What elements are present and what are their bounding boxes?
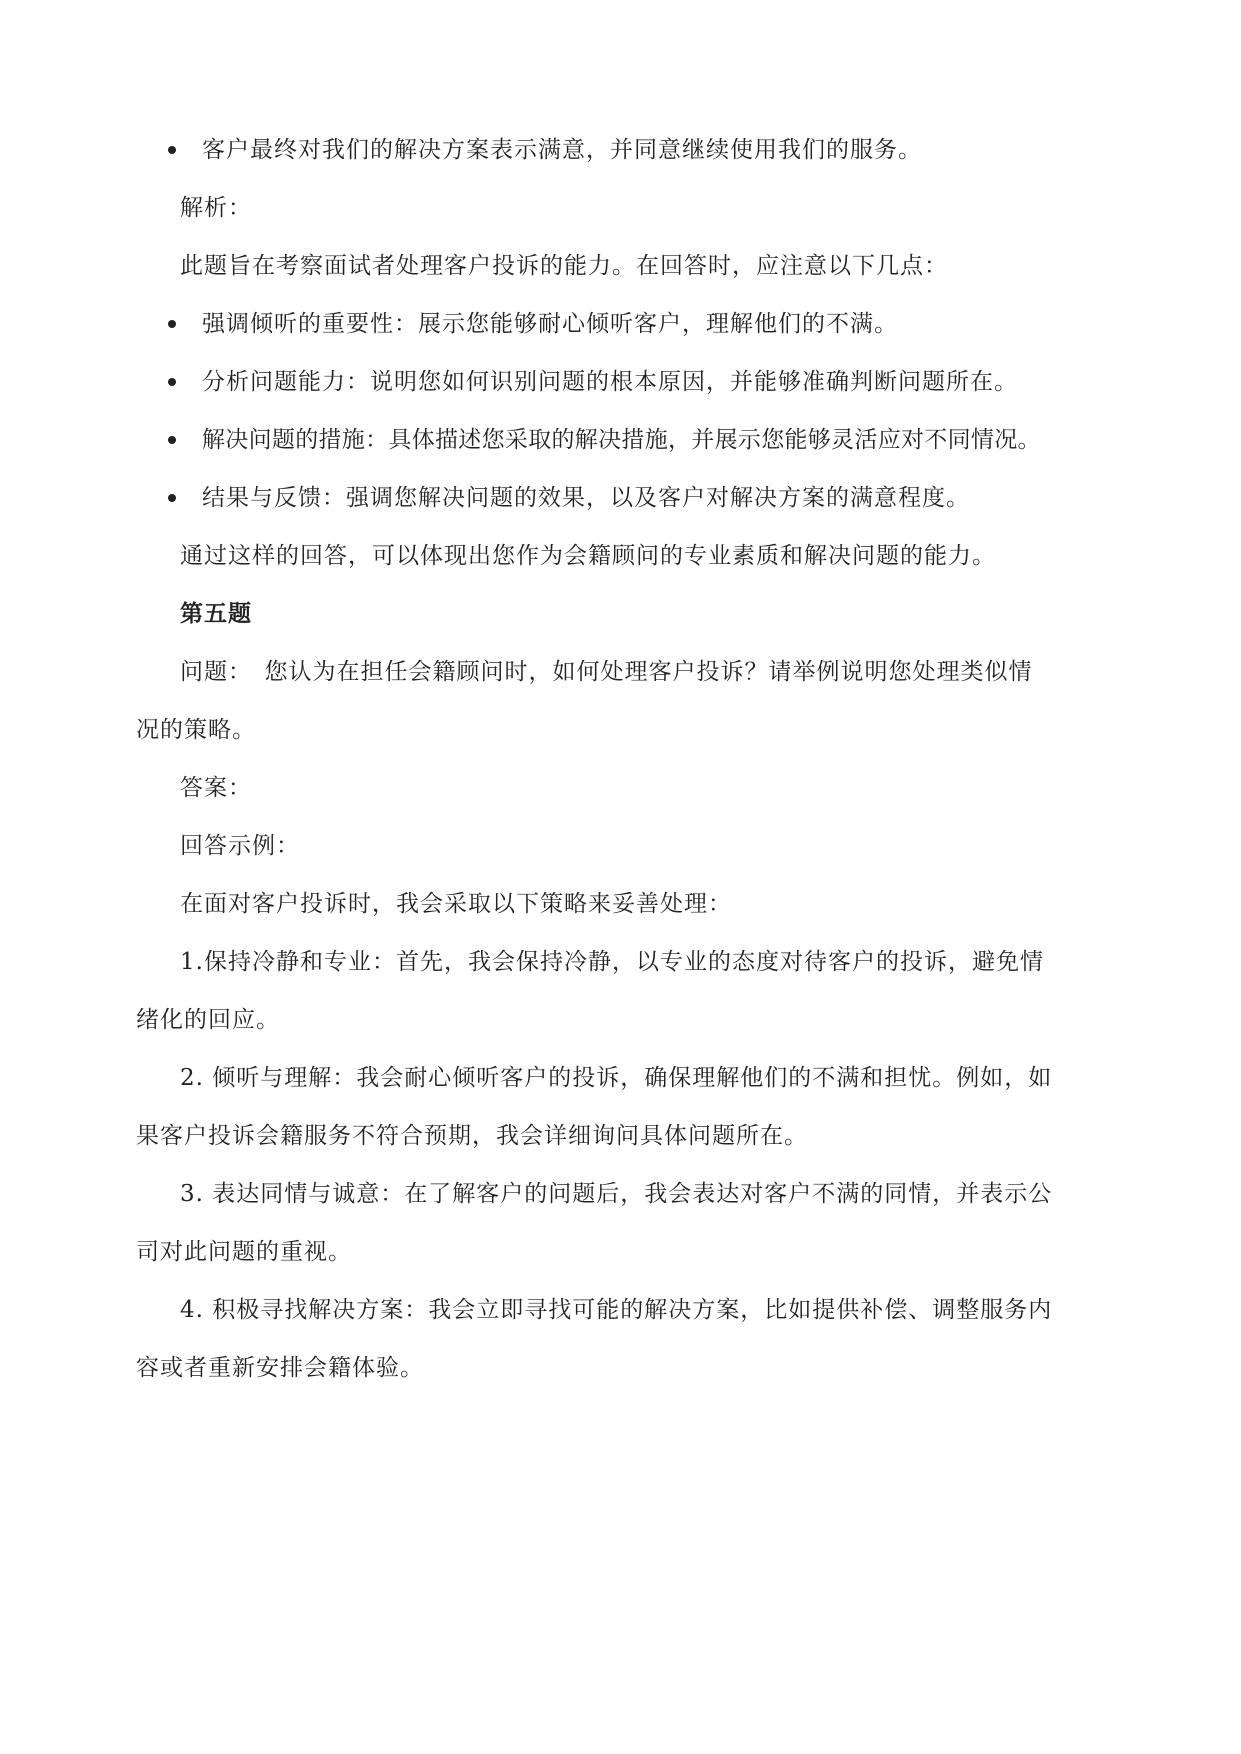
- bullet-dot: [168, 436, 176, 444]
- example-label: 回答示例：: [180, 833, 300, 859]
- step-line: 司对此问题的重视。: [136, 1239, 352, 1265]
- analysis-point: 解决问题的措施：具体描述您采取的解决措施，并展示您能够灵活应对不同情况。: [202, 427, 1041, 453]
- step-line: 容或者重新安排会籍体验。: [136, 1355, 424, 1381]
- answer-label: 答案：: [180, 775, 252, 801]
- step-line: 4. 积极寻找解决方案：我会立即寻找可能的解决方案，比如提供补偿、调整服务内: [180, 1297, 1053, 1323]
- strategy-intro: 在面对客户投诉时，我会采取以下策略来妥善处理：: [180, 891, 732, 917]
- step-line: 3. 表达同情与诚意：在了解客户的问题后，我会表达对客户不满的同情，并表示公: [180, 1181, 1053, 1207]
- step-line: 1.保持冷静和专业：首先，我会保持冷静，以专业的态度对待客户的投诉，避免情: [180, 949, 1044, 975]
- step-line: 绪化的回应。: [136, 1007, 280, 1033]
- bullet-dot: [168, 494, 176, 502]
- question-line: 况的策略。: [136, 717, 256, 743]
- analysis-label: 解析：: [180, 195, 252, 221]
- bullet-dot: [168, 320, 176, 328]
- step-line: 2. 倾听与理解：我会耐心倾听客户的投诉，确保理解他们的不满和担忧。例如，如: [180, 1065, 1053, 1091]
- analysis-intro: 此题旨在考察面试者处理客户投诉的能力。在回答时，应注意以下几点：: [180, 253, 948, 279]
- analysis-point: 强调倾听的重要性：展示您能够耐心倾听客户，理解他们的不满。: [202, 311, 898, 337]
- bullet-text: 客户最终对我们的解决方案表示满意，并同意继续使用我们的服务。: [202, 137, 922, 163]
- analysis-conclusion: 通过这样的回答，可以体现出您作为会籍顾问的专业素质和解决问题的能力。: [180, 543, 996, 569]
- bullet-dot: [168, 378, 176, 386]
- analysis-point: 结果与反馈：强调您解决问题的效果，以及客户对解决方案的满意程度。: [202, 485, 970, 511]
- step-line: 果客户投诉会籍服务不符合预期，我会详细询问具体问题所在。: [136, 1123, 808, 1149]
- bullet-dot: [168, 146, 176, 154]
- question-line: 问题： 您认为在担任会籍顾问时，如何处理客户投诉？请举例说明您处理类似情: [180, 659, 1033, 685]
- analysis-point: 分析问题能力：说明您如何识别问题的根本原因，并能够准确判断问题所在。: [202, 369, 1018, 395]
- section-title: 第五题: [180, 600, 252, 627]
